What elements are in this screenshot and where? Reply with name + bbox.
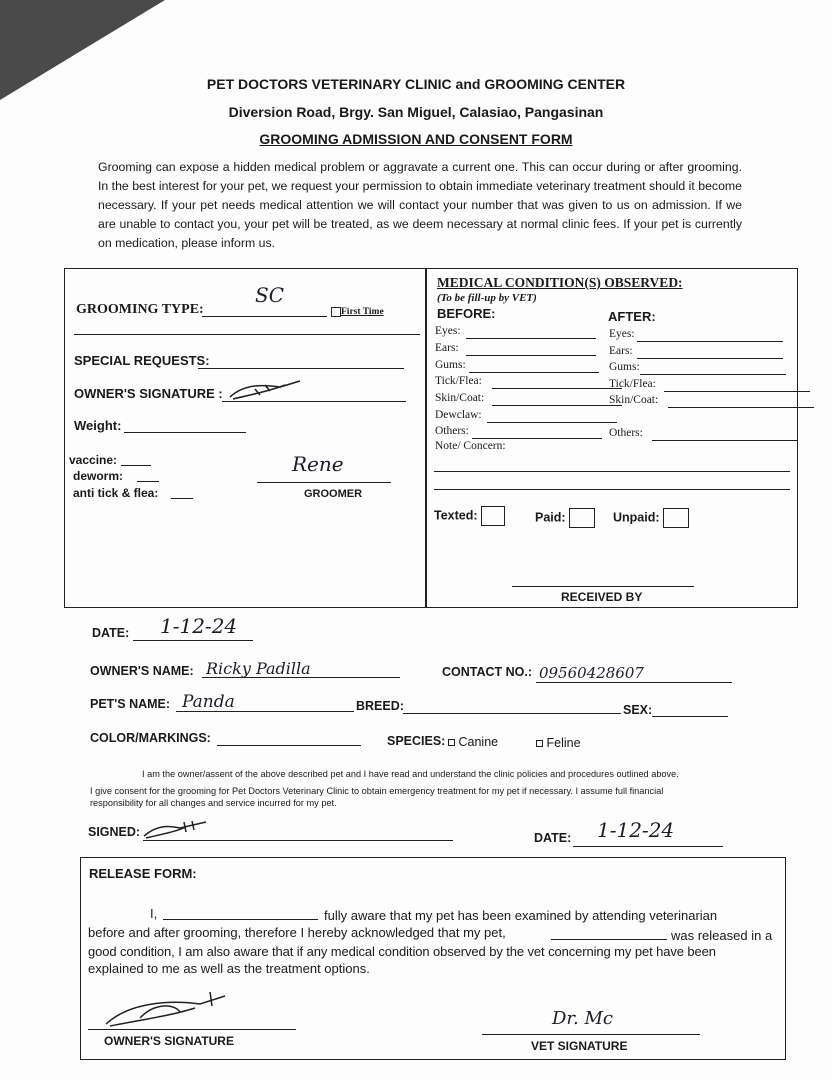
- after-field[interactable]: [668, 407, 814, 408]
- release-line-2a: before and after grooming, therefore I hereby acknowledged that my pet,: [88, 925, 506, 940]
- before-field[interactable]: [472, 438, 602, 439]
- after-item: Eyes:: [609, 328, 635, 340]
- after-item: Ears:: [609, 345, 633, 357]
- signed-label: SIGNED:: [88, 825, 141, 839]
- after-item: Tick/Flea:: [609, 378, 656, 390]
- owner-name-label: OWNER'S NAME:: [90, 664, 194, 678]
- after-heading: AFTER:: [608, 309, 656, 324]
- owner-signature-label: OWNER'S SIGNATURE :: [74, 386, 223, 401]
- before-item: Eyes:: [435, 325, 461, 337]
- owner-signature-release-label: OWNER'S SIGNATURE: [104, 1034, 234, 1048]
- clinic-name: PET DOCTORS VETERINARY CLINIC and GROOMING CENTER: [206, 76, 626, 92]
- vet-signature-value[interactable]: Dr. Mc: [552, 1008, 614, 1029]
- vaccine-label: vaccine:: [69, 453, 118, 467]
- first-time-checkbox[interactable]: First Time: [331, 307, 384, 317]
- after-item: Skin/Coat:: [609, 394, 659, 406]
- pet-name-value[interactable]: Panda: [182, 692, 235, 712]
- release-line-2b: was released in a: [671, 928, 773, 943]
- release-line-4: explained to me as well as the treatment options.: [88, 961, 370, 976]
- release-title: RELEASE FORM:: [89, 866, 197, 881]
- release-line-1a: I,: [150, 906, 158, 921]
- divider: [425, 268, 427, 608]
- before-field[interactable]: [466, 338, 596, 339]
- pet-name-label: PET'S NAME:: [90, 697, 171, 711]
- release-pet-field[interactable]: [551, 939, 667, 940]
- contact-value[interactable]: 09560428607: [539, 664, 644, 682]
- before-item: Skin/Coat:: [435, 392, 485, 404]
- after-field[interactable]: [637, 358, 783, 359]
- received-by-label: RECEIVED BY: [561, 590, 643, 604]
- consent-text-2: I give consent for the grooming for Pet Doctors Veterinary Clinic to obtain emergency treatment for my pet if necessary. I assume full financial: [90, 786, 664, 796]
- weight-field[interactable]: [124, 432, 246, 433]
- before-field[interactable]: [466, 355, 596, 356]
- unpaid-checkbox[interactable]: Unpaid:: [613, 508, 689, 528]
- owner-signature-scribble: [225, 375, 305, 405]
- owner-name-value[interactable]: Ricky Padilla: [206, 659, 311, 678]
- texted-checkbox[interactable]: Texted:: [434, 506, 505, 526]
- medical-subtitle: (To be fill-up by VET): [437, 292, 537, 304]
- date-value[interactable]: 1-12-24: [160, 614, 238, 638]
- after-field[interactable]: [652, 440, 798, 441]
- admission-box: [64, 268, 798, 608]
- before-field[interactable]: [487, 422, 617, 423]
- canine-checkbox[interactable]: Canine: [448, 735, 498, 749]
- before-item: Gums:: [435, 359, 466, 371]
- release-line-3: good condition, I am also aware that if any medical condition observed by the vet concerning my pet have been: [88, 944, 716, 959]
- form-title: GROOMING ADMISSION AND CONSENT FORM: [259, 131, 573, 147]
- before-field[interactable]: [469, 372, 599, 373]
- before-item: Others:: [435, 425, 469, 437]
- color-label: COLOR/MARKINGS:: [90, 731, 211, 745]
- weight-label: Weight:: [74, 418, 122, 433]
- after-field[interactable]: [640, 374, 786, 375]
- contact-label: CONTACT NO.:: [442, 665, 533, 679]
- intro-paragraph: Grooming can expose a hidden medical problem or aggravate a current one. This can occur during or after grooming. In the best interest for your pet, we request your permission to obtain immediate veterinary treatment should it become necessary. If your pet needs medical attention we will contact your number that was given to us on admission. If we are unable to contact you, your pet will be treated, as we deem necessary at normal clinic fees. If your pet is currently on medication, please inform us.: [98, 160, 742, 250]
- release-owner-field[interactable]: [163, 919, 318, 920]
- release-line-1b: fully aware that my pet has been examined by attending veterinarian: [324, 908, 718, 923]
- before-item: Ears:: [435, 342, 459, 354]
- sex-label: SEX:: [623, 703, 653, 717]
- signed-scribble: [140, 818, 210, 844]
- grooming-type-value[interactable]: SC: [255, 283, 285, 307]
- date-label: DATE:: [92, 626, 130, 640]
- paid-checkbox[interactable]: Paid:: [535, 508, 595, 528]
- deworm-label: deworm:: [73, 469, 124, 483]
- vet-signature-label: VET SIGNATURE: [531, 1039, 628, 1053]
- after-field[interactable]: [664, 391, 810, 392]
- before-field[interactable]: [492, 405, 622, 406]
- groomer-value[interactable]: Rene: [292, 452, 344, 476]
- antitick-label: anti tick & flea:: [73, 486, 159, 500]
- after-item: Gums:: [609, 361, 640, 373]
- sex-field[interactable]: [652, 716, 728, 717]
- consent-text-3: responsibility for all changes and service incurred for my pet.: [90, 798, 337, 808]
- consent-date-value[interactable]: 1-12-24: [597, 818, 675, 842]
- breed-label: BREED:: [356, 699, 404, 713]
- special-requests-label: SPECIAL REQUESTS:: [74, 353, 210, 368]
- before-item: Tick/Flea:: [435, 375, 482, 387]
- color-field[interactable]: [217, 745, 361, 746]
- medical-title: MEDICAL CONDITION(S) OBSERVED:: [437, 275, 683, 290]
- consent-text-1: I am the owner/assent of the above described pet and I have read and understand the clinic policies and procedures outlined above.: [142, 769, 679, 779]
- before-field[interactable]: [492, 388, 622, 389]
- breed-field[interactable]: [403, 713, 621, 714]
- feline-checkbox[interactable]: Feline: [536, 736, 581, 750]
- grooming-type-label: GROOMING TYPE:: [76, 302, 204, 317]
- before-item: Dewclaw:: [435, 409, 482, 421]
- clinic-address: Diversion Road, Brgy. San Miguel, Calasiao, Pangasinan: [228, 104, 604, 120]
- before-heading: BEFORE:: [437, 306, 496, 321]
- note-label: Note/ Concern:: [435, 440, 506, 452]
- groomer-label: GROOMER: [304, 488, 363, 500]
- consent-date-label: DATE:: [534, 831, 572, 845]
- species-field: SPECIES:: [387, 734, 446, 748]
- after-item: Others:: [609, 427, 643, 439]
- special-requests-field[interactable]: [198, 368, 404, 369]
- owner-release-signature-scribble: [100, 992, 230, 1032]
- after-field[interactable]: [637, 341, 783, 342]
